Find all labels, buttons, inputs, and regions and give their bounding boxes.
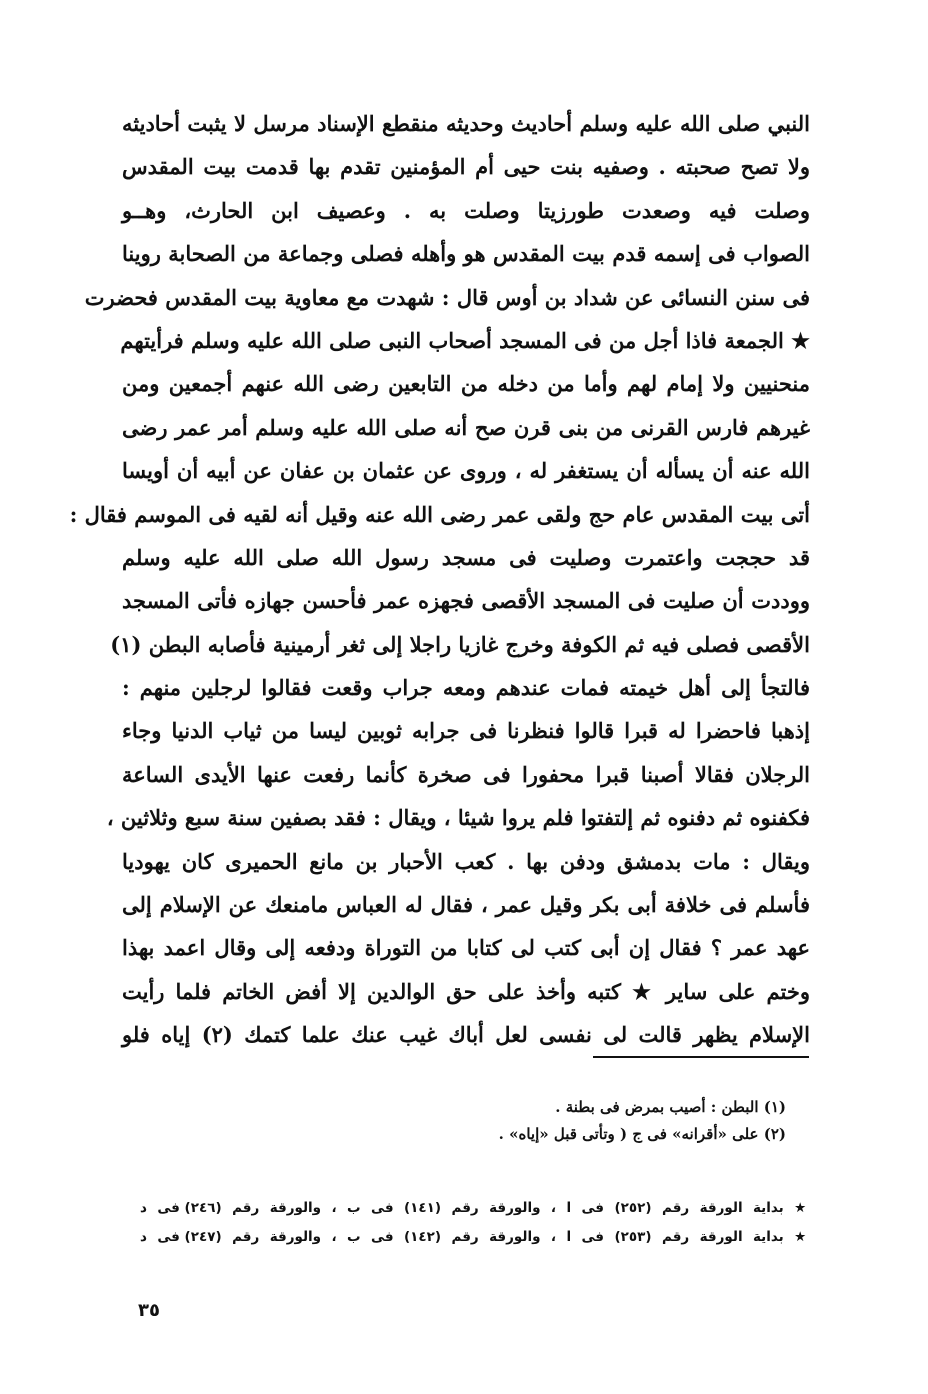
text-line: الله عنه أن يسأله أن يستغفر له ، وروى عن عثمان بن عفان عن أبيه أن أويسا xyxy=(122,458,810,484)
text-line: عهد عمر ؟ فقال إن أبى كتب لى كتابا من التوراة ودفعه إلى وقال اعمد بهذا xyxy=(122,935,810,961)
text-line: فى سنن النسائى عن شداد بن أوس قال : شهدت مع معاوية بيت المقدس فحضرت xyxy=(84,284,810,310)
text-line: فالتجأ إلى أهل خيمته فمات عندهم ومعه جراب وقعت فقالوا لرجلين منهم : xyxy=(122,675,810,701)
page-number: ٣٥ xyxy=(138,1300,160,1321)
text-line: أتى بيت المقدس عام حج ولقى عمر رضى الله عنه وقيل أنه لقيه فى الموسم فقال : xyxy=(69,501,810,527)
folio-note-2: ★ بداية الورقة رقم (٢٥٣) فى ا ، والورقة رقم (١٤٢) فى ب ، والورقة رقم (٢٤٧) فى د xyxy=(140,1229,813,1245)
text-line: فأسلم فى خلافة أبى بكر وقيل عمر ، فقال له العباس مامنعك عن الإسلام إلى xyxy=(122,892,810,918)
text-line: وختم على ساير ★ كتبه وأخذ على حق الوالدين إلا أفض الخاتم فلما رأيت xyxy=(122,978,810,1004)
footnote-2: (٢) على «أقرانه» فى ج ( وتأتى قبل «إياه» . xyxy=(498,1125,786,1143)
folio-note-1: ★ بداية الورقة رقم (٢٥٢) فى ا ، والورقة رقم (١٤١) فى ب ، والورقة رقم (٢٤٦) فى د xyxy=(140,1200,813,1216)
text-line: الصواب فى إسمه قدم بيت المقدس هو وأهله فصلى وجماعة من الصحابة روينا xyxy=(122,241,810,267)
text-line: قد حججت واعتمرت وصليت فى مسجد رسول الله صلى الله عليه وسلم xyxy=(122,544,810,570)
manuscript-folio-notes xyxy=(140,1194,812,1252)
text-line: الرجلان فقالا أصبنا قبرا محفورا فى صخرة كأنما رفعت عنها الأيدى الساعة xyxy=(122,761,810,787)
text-line: ووددت أن صليت فى المسجد الأقصى فجهزه عمر فأحسن جهازه فأتى المسجد xyxy=(122,588,810,614)
text-line: ويقال : مات بدمشق ودفن بها . كعب الأحبار بن مانع الحميرى كان يهوديا xyxy=(122,848,810,874)
text-line: فكفنوه ثم دفنوه ثم إلتفتوا فلم يروا شيئا ، ويقال : فقد بصفين سنة سبع وثلاثين ، xyxy=(106,805,810,831)
text-line: الأقصى فصلى فيه ثم الكوفة وخرج غازيا راجلا إلى ثغر أرمينية فأصابه البطن (١) xyxy=(110,631,810,657)
footnote-1: (١) البطن : أصيب بمرض فى بطنة . xyxy=(555,1098,786,1116)
main-text xyxy=(69,102,810,1057)
text-line: وصلت فيه وصعدت طورزيتا وصلت به . وعصيف ابن الحارث، وهــو xyxy=(122,197,810,223)
text-line: الإسلام يظهر قالت لى نفسى لعل أباك غيب عنك علما كتمك (٢) إياه فلو xyxy=(122,1022,810,1048)
text-line: إذهبا فاحضرا له قبرا قالوا فنظرنا فى جرابه ثوبين ليسا من ثياب الدنيا وجاء xyxy=(122,718,810,744)
text-line: ★ الجمعة فاذا أجل من فى المسجد أصحاب النبى صلى الله عليه وسلم فرأيتهم xyxy=(120,327,810,353)
footnotes xyxy=(300,1094,786,1148)
text-line: غيرهم فارس القرنى من بنى قرن صح أنه صلى الله عليه وسلم أمر عمر رضى xyxy=(122,414,810,440)
text-line: النبي صلى الله عليه وسلم أحاديث وحديثه منقطع الإسناد مرسل لا يثبت أحاديثه xyxy=(122,111,810,136)
text-line: منحنيين ولا إمام لهم وأما من دخله من التابعين رضى الله عنهم أجمعين ومن xyxy=(122,371,810,397)
text-line: ولا تصح صحبته . وصفيه بنت حيى أم المؤمنين تقدم بها قدمت بيت المقدس xyxy=(122,154,810,180)
footnote-divider xyxy=(593,1056,809,1058)
